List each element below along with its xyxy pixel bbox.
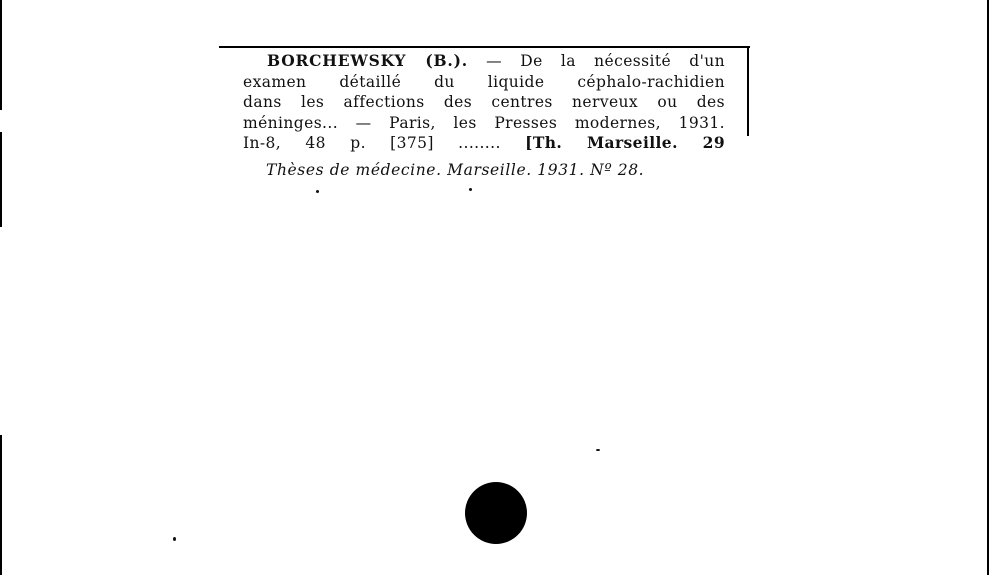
punch-hole	[465, 482, 527, 544]
bibliographic-entry	[243, 51, 725, 154]
leader-dots: ........	[458, 134, 501, 152]
left-edge-line	[0, 435, 2, 575]
right-edge-line	[987, 0, 989, 575]
author-name: BORCHEWSKY (B.).	[267, 51, 468, 70]
entry-line-1	[243, 51, 725, 72]
scan-speck	[173, 537, 176, 541]
collation: In-8, 48 p. [375]	[243, 134, 434, 152]
series-note: Thèses de médecine. Marseille. 1931. Nº 28.	[266, 161, 645, 179]
title-line: examen détaillé du liquide céphalo-rachidien	[243, 72, 725, 91]
title-line: méninges... — Paris, les Presses modernes, 1931.	[243, 113, 725, 132]
scan-speck	[469, 188, 472, 191]
scan-speck	[596, 449, 600, 451]
left-edge-line	[0, 132, 2, 227]
left-edge-line	[0, 0, 2, 110]
title-line: dans les affections des centres nerveux ou des	[243, 93, 725, 111]
slip-top-border	[219, 46, 750, 48]
collation-line	[243, 133, 725, 154]
slip-right-border	[747, 48, 749, 136]
scan-speck	[316, 190, 319, 193]
shelfmark: [Th. Marseille. 29	[525, 133, 725, 152]
title-line: — De la nécessité d'un	[467, 52, 726, 70]
